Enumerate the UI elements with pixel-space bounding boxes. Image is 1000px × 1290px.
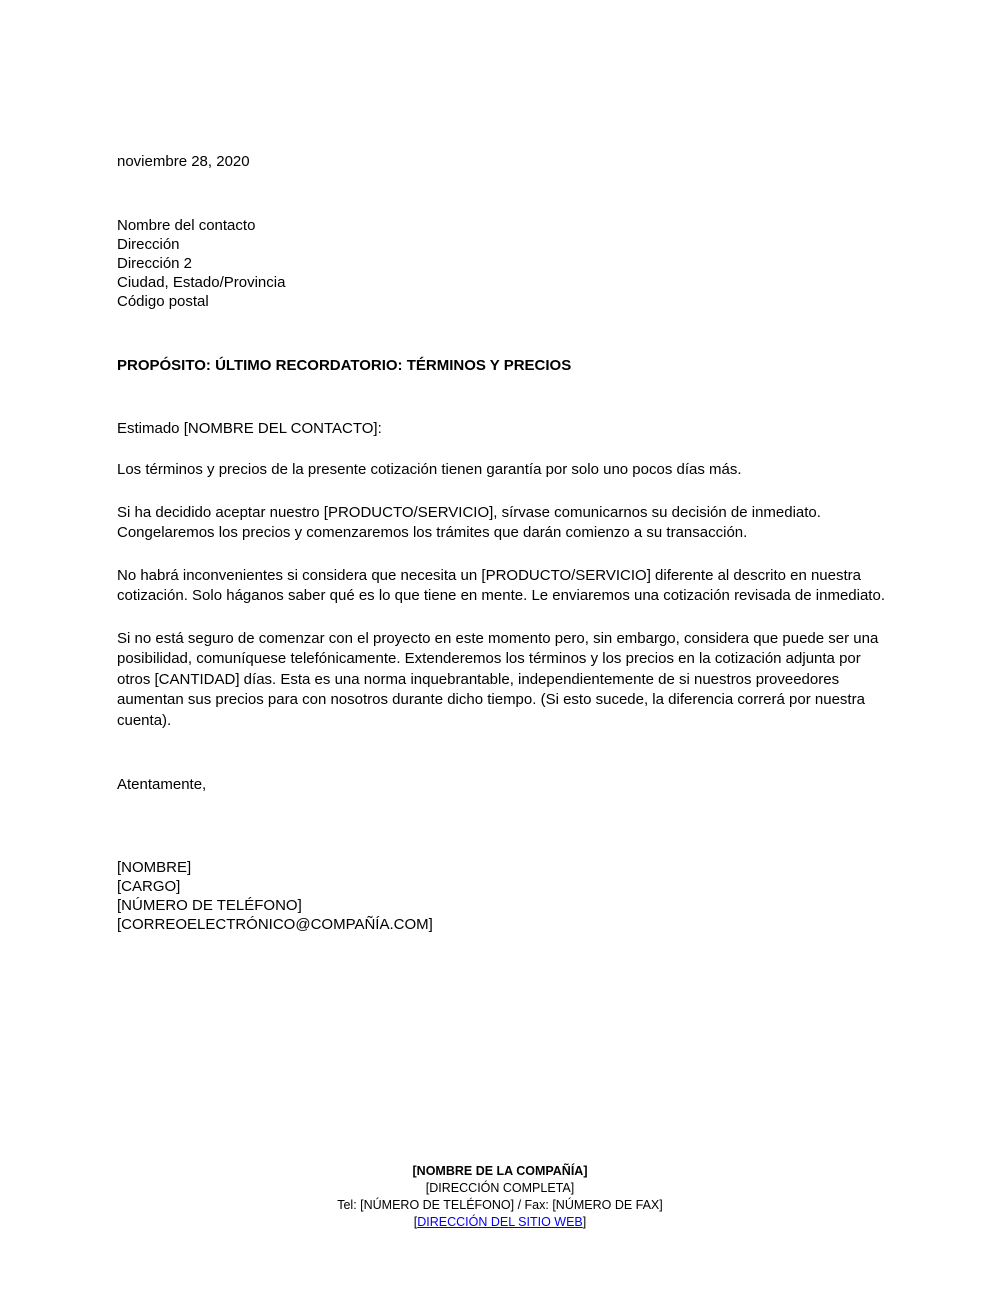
signature-line-phone: [NÚMERO DE TELÉFONO] [117,897,302,914]
recipient-line-city-state: Ciudad, Estado/Provincia [117,274,286,291]
recipient-address-block [117,216,889,311]
page-footer [0,1163,1000,1231]
letter-date: noviembre 28, 2020 [117,153,250,170]
body-paragraph-3: No habrá inconvenientes si considera que necesita un [PRODUCTO/SERVICIO] diferente al descrito en nuestra cotización. Solo háganos saber qué es lo que tiene en mente. Le enviaremos una cotización revisada de inmediato. [117,566,885,604]
body-paragraph-2: Si ha decidido aceptar nuestro [PRODUCTO/SERVICIO], sírvase comunicarnos su decisión de inmediato. Congelaremos los precios y comenzaremos los trámites que darán comienzo a su transacción. [117,503,821,541]
signature-line-email: [CORREOELECTRÓNICO@COMPAÑÍA.COM] [117,916,433,933]
footer-website-link[interactable]: DIRECCIÓN DEL SITIO WEB [417,1215,583,1229]
letter-body [117,152,889,934]
signature-line-name: [NOMBRE] [117,859,192,876]
body-paragraph-1: Los términos y precios de la presente cotización tienen garantía por solo uno pocos días más. [117,461,742,478]
footer-website-bracket-close: ] [582,1215,587,1229]
recipient-line-name: Nombre del contacto [117,217,256,234]
body-paragraph-4: Si no está seguro de comenzar con el proyecto en este momento pero, sin embargo, considera que puede ser una posibilidad, comuníquese telefónicamente. Extenderemos los términos y los precios en la cotización adjunta por otros [CANTIDAD] días. Esta es una norma inquebrantable, independientemente de si nuestros proveedores aumentan sus precios para con nosotros durante dicho tiempo. (Si esto sucede, la diferencia correrá por nuestra cuenta). [117,629,879,729]
recipient-line-address2: Dirección 2 [117,255,193,272]
footer-website-bracket-open: [ [413,1215,418,1229]
footer-address: [DIRECCIÓN COMPLETA] [425,1181,575,1195]
signature-line-title: [CARGO] [117,878,181,895]
recipient-line-postal-code: Código postal [117,293,209,310]
footer-website-line [0,1214,1000,1231]
subject-line: PROPÓSITO: ÚLTIMO RECORDATORIO: TÉRMINOS Y PRECIOS [117,357,572,374]
footer-contact: Tel: [NÚMERO DE TELÉFONO] / Fax: [NÚMERO DE FAX] [337,1198,663,1212]
salutation: Estimado [NOMBRE DEL CONTACTO]: [117,420,382,437]
recipient-line-address1: Dirección [117,236,180,253]
closing-line: Atentamente, [117,776,207,793]
footer-company-name: [NOMBRE DE LA COMPAÑÍA] [412,1164,588,1178]
signature-block [117,858,889,934]
